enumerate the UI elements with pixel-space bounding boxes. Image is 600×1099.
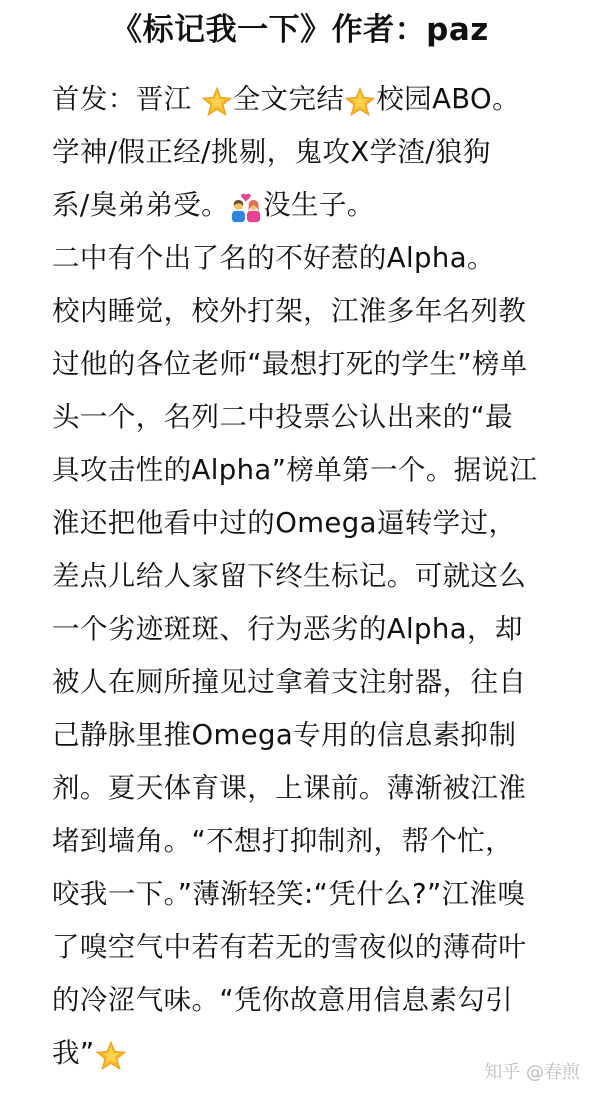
synopsis-line bbox=[52, 921, 582, 974]
synopsis-body bbox=[52, 73, 582, 1080]
line-text: 全文完结 bbox=[232, 83, 345, 115]
line-text: 咬我一下。”薄渐轻笑:“凭什么?”江淮嗅 bbox=[52, 878, 526, 910]
synopsis-line bbox=[52, 709, 582, 762]
line-text: 学神/假正经/挑剔，鬼攻X学渣/狼狗 bbox=[52, 136, 491, 168]
watermark: 知乎 @春煎 bbox=[484, 1062, 580, 1083]
synopsis-line bbox=[52, 73, 582, 126]
line-text: 具攻击性的Alpha”榜单第一个。据说江 bbox=[52, 454, 538, 486]
synopsis-line bbox=[52, 656, 582, 709]
star-emoji-icon bbox=[345, 82, 375, 112]
synopsis-line bbox=[52, 497, 582, 550]
line-text: 系/臭弟弟受。 bbox=[52, 189, 230, 221]
synopsis-line bbox=[52, 444, 582, 497]
synopsis-line bbox=[52, 391, 582, 444]
line-text: 被人在厕所撞见过拿着支注射器，往自 bbox=[52, 666, 527, 698]
line-text: 校园ABO。 bbox=[376, 83, 521, 115]
couple-with-heart-emoji-icon bbox=[230, 188, 262, 218]
line-text: 没生子。 bbox=[263, 189, 375, 221]
line-text: 校内睡觉，校外打架，江淮多年名列教 bbox=[52, 295, 527, 327]
star-emoji-icon bbox=[202, 82, 232, 112]
line-text: 我” bbox=[52, 1037, 95, 1069]
synopsis-line bbox=[52, 285, 582, 338]
line-text: 差点儿给人家留下终生标记。可就这么 bbox=[52, 560, 527, 592]
line-text: 淮还把他看中过的Omega逼转学过， bbox=[52, 507, 517, 539]
line-text: 首发：晋江 bbox=[52, 83, 201, 115]
line-text: 头一个，名列二中投票公认出来的“最 bbox=[52, 401, 514, 433]
synopsis-line bbox=[52, 232, 582, 285]
line-text: 己静脉里推Omega专用的信息素抑制 bbox=[52, 719, 517, 751]
synopsis-line bbox=[52, 603, 582, 656]
line-text: 了嗅空气中若有若无的雪夜似的薄荷叶 bbox=[52, 931, 527, 963]
line-text: 的冷涩气味。“凭你故意用信息素勾引 bbox=[52, 984, 514, 1016]
synopsis-line bbox=[52, 126, 582, 179]
star-emoji-icon bbox=[96, 1036, 126, 1066]
synopsis-line bbox=[52, 815, 582, 868]
page-title: 《标记我一下》作者：paz bbox=[111, 12, 489, 48]
synopsis-line bbox=[52, 868, 582, 921]
line-text: 堵到墙角。“不想打抑制剂，帮个忙， bbox=[52, 825, 514, 857]
line-text: 二中有个出了名的不好惹的Alpha。 bbox=[52, 242, 495, 274]
synopsis-line bbox=[52, 179, 582, 232]
synopsis-line bbox=[52, 974, 582, 1027]
synopsis-line bbox=[52, 338, 582, 391]
line-text: 过他的各位老师“最想打死的学生”榜单 bbox=[52, 348, 528, 380]
line-text: 剂。夏天体育课，上课前。薄渐被江淮 bbox=[52, 772, 527, 804]
synopsis-line bbox=[52, 762, 582, 815]
line-text: 一个劣迹斑斑、行为恶劣的Alpha，却 bbox=[52, 613, 523, 645]
synopsis-line bbox=[52, 550, 582, 603]
